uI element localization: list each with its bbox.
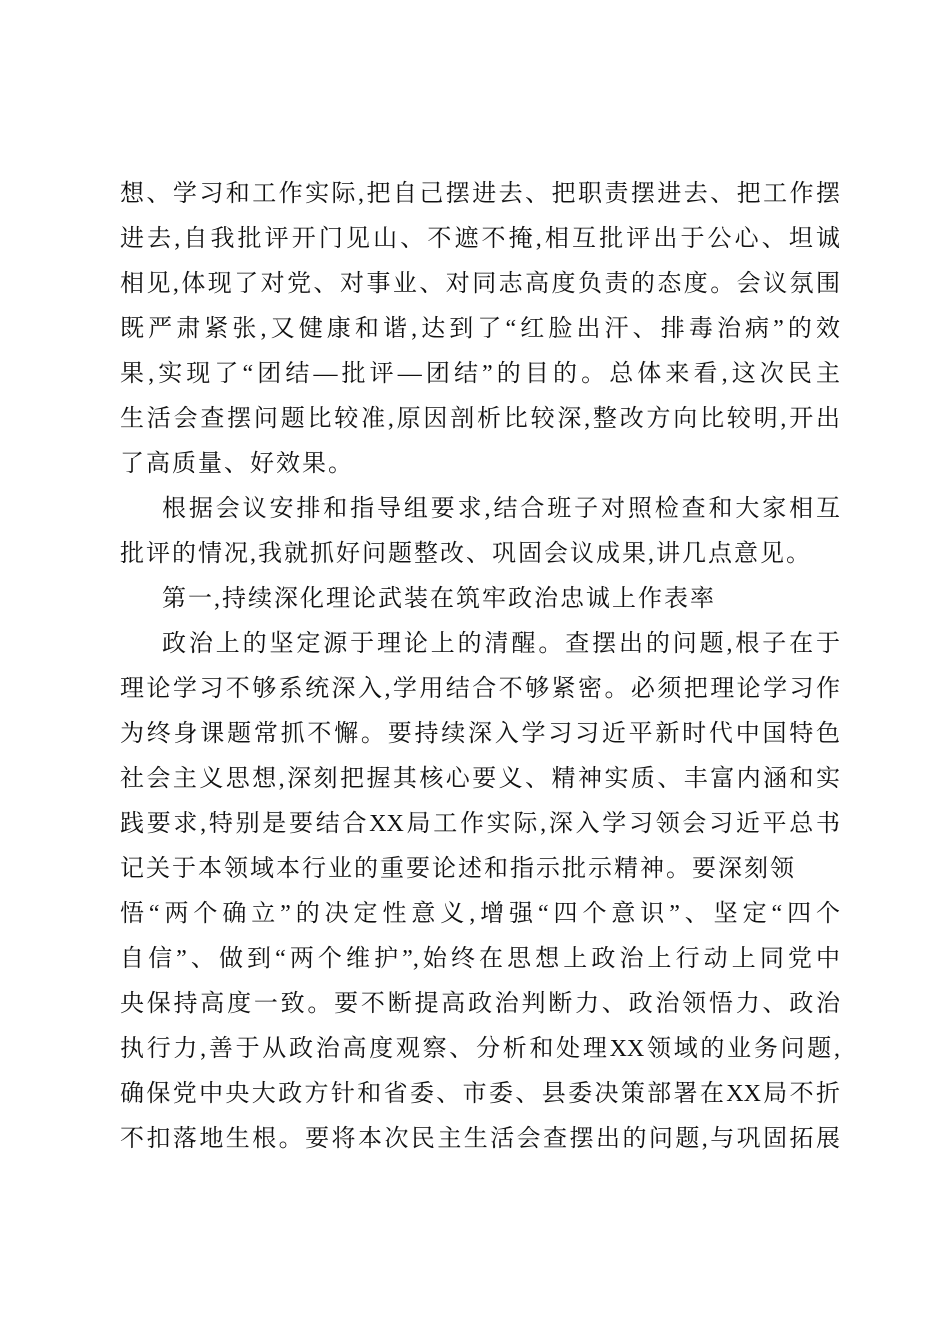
text-line: 社会主义思想,深刻把握其核心要义、精神实质、丰富内涵和实 [120,766,840,792]
text-line: 想、学习和工作实际,把自己摆进去、把职责摆进去、把工作摆 [120,181,840,207]
text-line: 既严肃紧张,又健康和谐,达到了“红脸出汗、排毒治病”的效 [120,316,840,342]
document-content [120,172,840,1162]
section-body [120,622,840,1162]
text-line: 悟“两个确立”的决定性意义,增强“四个意识”、坚定“四个 [120,901,840,927]
text-line: 记关于本领域本行业的重要论述和指示批示精神。要深刻领 [120,856,796,882]
text-line: 批评的情况,我就抓好问题整改、巩固会议成果,讲几点意见。 [120,541,812,567]
body-paragraph [120,487,840,577]
text-line: 不扣落地生根。要将本次民主生活会查摆出的问题,与巩固拓展 [120,1126,840,1152]
text-line: 第一,持续深化理论武装在筑牢政治忠诚上作表率 [162,586,716,612]
text-line: 生活会查摆问题比较准,原因剖析比较深,整改方向比较明,开出 [120,406,840,432]
text-line: 果,实现了“团结—批评—团结”的目的。总体来看,这次民主 [120,361,840,387]
text-line: 自信”、做到“两个维护”,始终在思想上政治上行动上同党中 [120,946,840,972]
text-line: 理论学习不够系统深入,学用结合不够紧密。必须把理论学习作 [120,676,840,702]
text-line: 践要求,特别是要结合XX局工作实际,深入学习领会习近平总书 [120,811,840,837]
text-line: 了高质量、好效果。 [120,451,354,477]
text-line: 政治上的坚定源于理论上的清醒。查摆出的问题,根子在于 [162,631,840,657]
text-line: 为终身课题常抓不懈。要持续深入学习习近平新时代中国特色 [120,721,840,747]
text-line: 央保持高度一致。要不断提高政治判断力、政治领悟力、政治 [120,991,840,1017]
text-line: 相见,体现了对党、对事业、对同志高度负责的态度。会议氛围 [120,271,840,297]
text-line: 执行力,善于从政治高度观察、分析和处理XX领域的业务问题, [120,1036,840,1062]
body-continuation [120,172,840,487]
text-line: 确保党中央大政方针和省委、市委、县委决策部署在XX局不折 [120,1081,840,1107]
text-line: 根据会议安排和指导组要求,结合班子对照检查和大家相互 [162,496,840,522]
section-heading [120,577,840,622]
text-line: 进去,自我批评开门见山、不遮不掩,相互批评出于公心、坦诚 [120,226,840,252]
